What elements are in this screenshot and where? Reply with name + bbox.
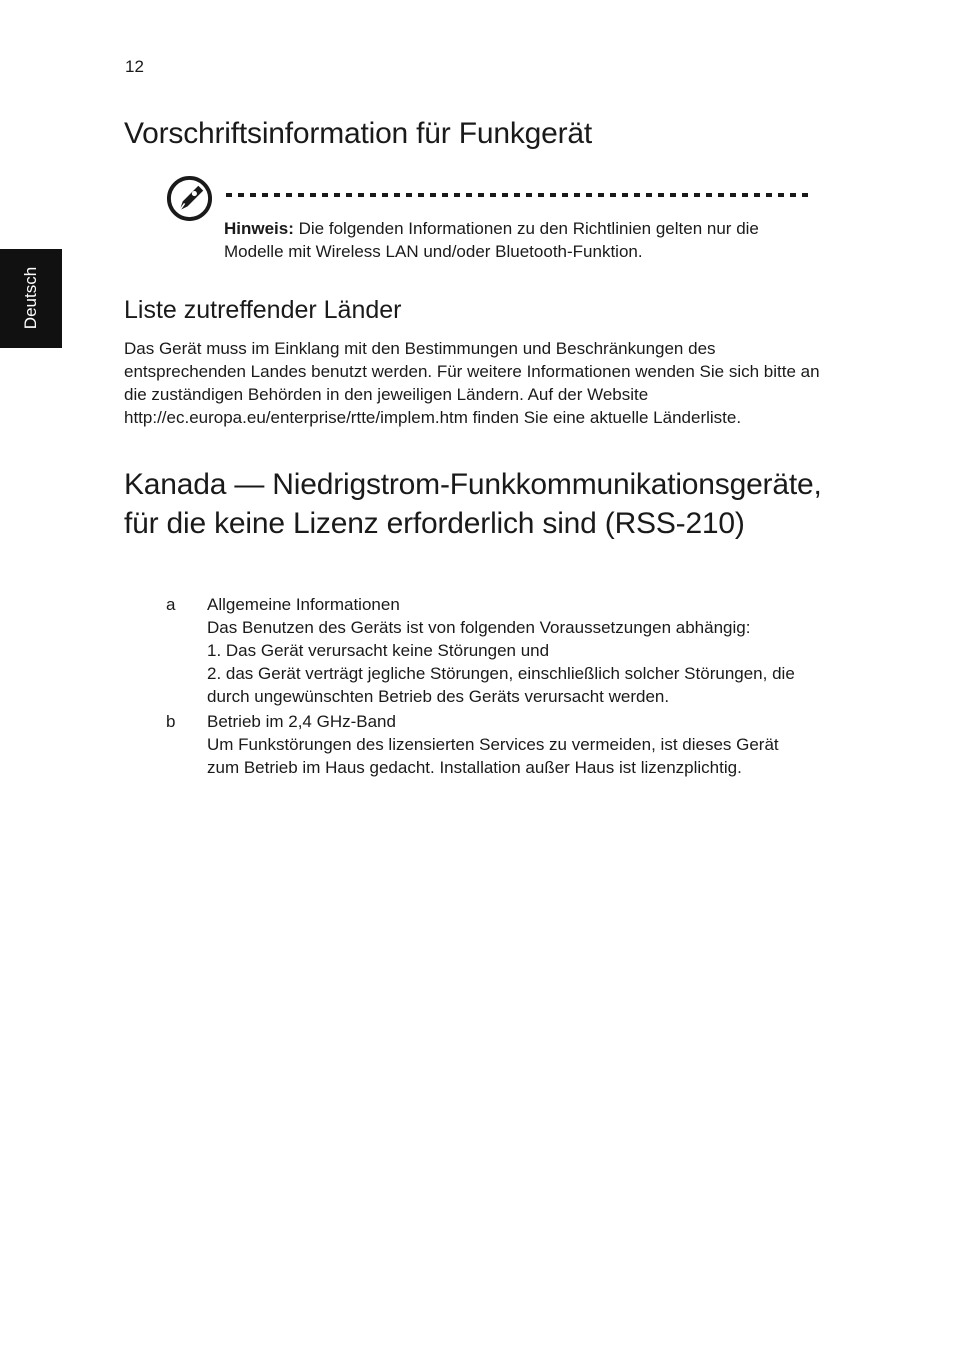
canada-info-list [124,593,844,781]
side-tab-label: Deutsch [21,266,40,330]
note-body: Die folgenden Informationen zu den Richtlinien gelten nur die Modelle mit Wireless LAN und/oder Bluetooth-Funktion. [224,219,759,261]
list-item-heading: Betrieb im 2,4 GHz-Band [207,712,396,731]
country-list-paragraph: Das Gerät muss im Einklang mit den Bestimmungen und Beschränkungen des entsprechenden Landes benutzt werden. Für weitere Informationen wenden Sie sich bitte an die zuständigen Behörden in den jeweiligen Ländern. Auf der Website http://ec.europa.eu/enterprise/rtte/implem.htm finden Sie eine aktuelle Länderliste. [124,339,820,427]
list-item [124,593,844,708]
list-item-line: Das Benutzen des Geräts ist von folgenden Voraussetzungen abhängig: [207,618,751,637]
note-label: Hinweis: [224,219,294,238]
list-item-heading: Allgemeine Informationen [207,595,400,614]
section-title-radio-regulations: Vorschriftsinformation für Funkgerät [124,117,592,150]
section-title-canada-rss210: Kanada — Niedrigstrom-Funkkommunikationsgeräte, für die keine Lizenz erforderlich sind (RSS-210) [124,468,822,540]
list-marker: a [166,595,176,614]
note-divider [226,193,810,197]
section-title-country-list: Liste zutreffender Länder [124,296,402,324]
language-side-tab [0,249,62,348]
note-text [224,217,804,263]
list-item-line: 2. das Gerät verträgt jegliche Störungen, einschließlich solcher Störungen, die durch ungewünschten Betrieb des Geräts verursacht werden. [207,664,795,706]
list-item [124,710,844,779]
list-item-line: Um Funkstörungen des lizensierten Services zu vermeiden, ist dieses Gerät zum Betrieb im Haus gedacht. Installation außer Haus ist lizenzplichtig. [207,735,779,777]
page-number: 12 [125,57,144,76]
pen-note-icon [166,175,213,222]
list-item-line: 1. Das Gerät verursacht keine Störungen und [207,641,550,660]
list-marker: b [166,712,176,731]
